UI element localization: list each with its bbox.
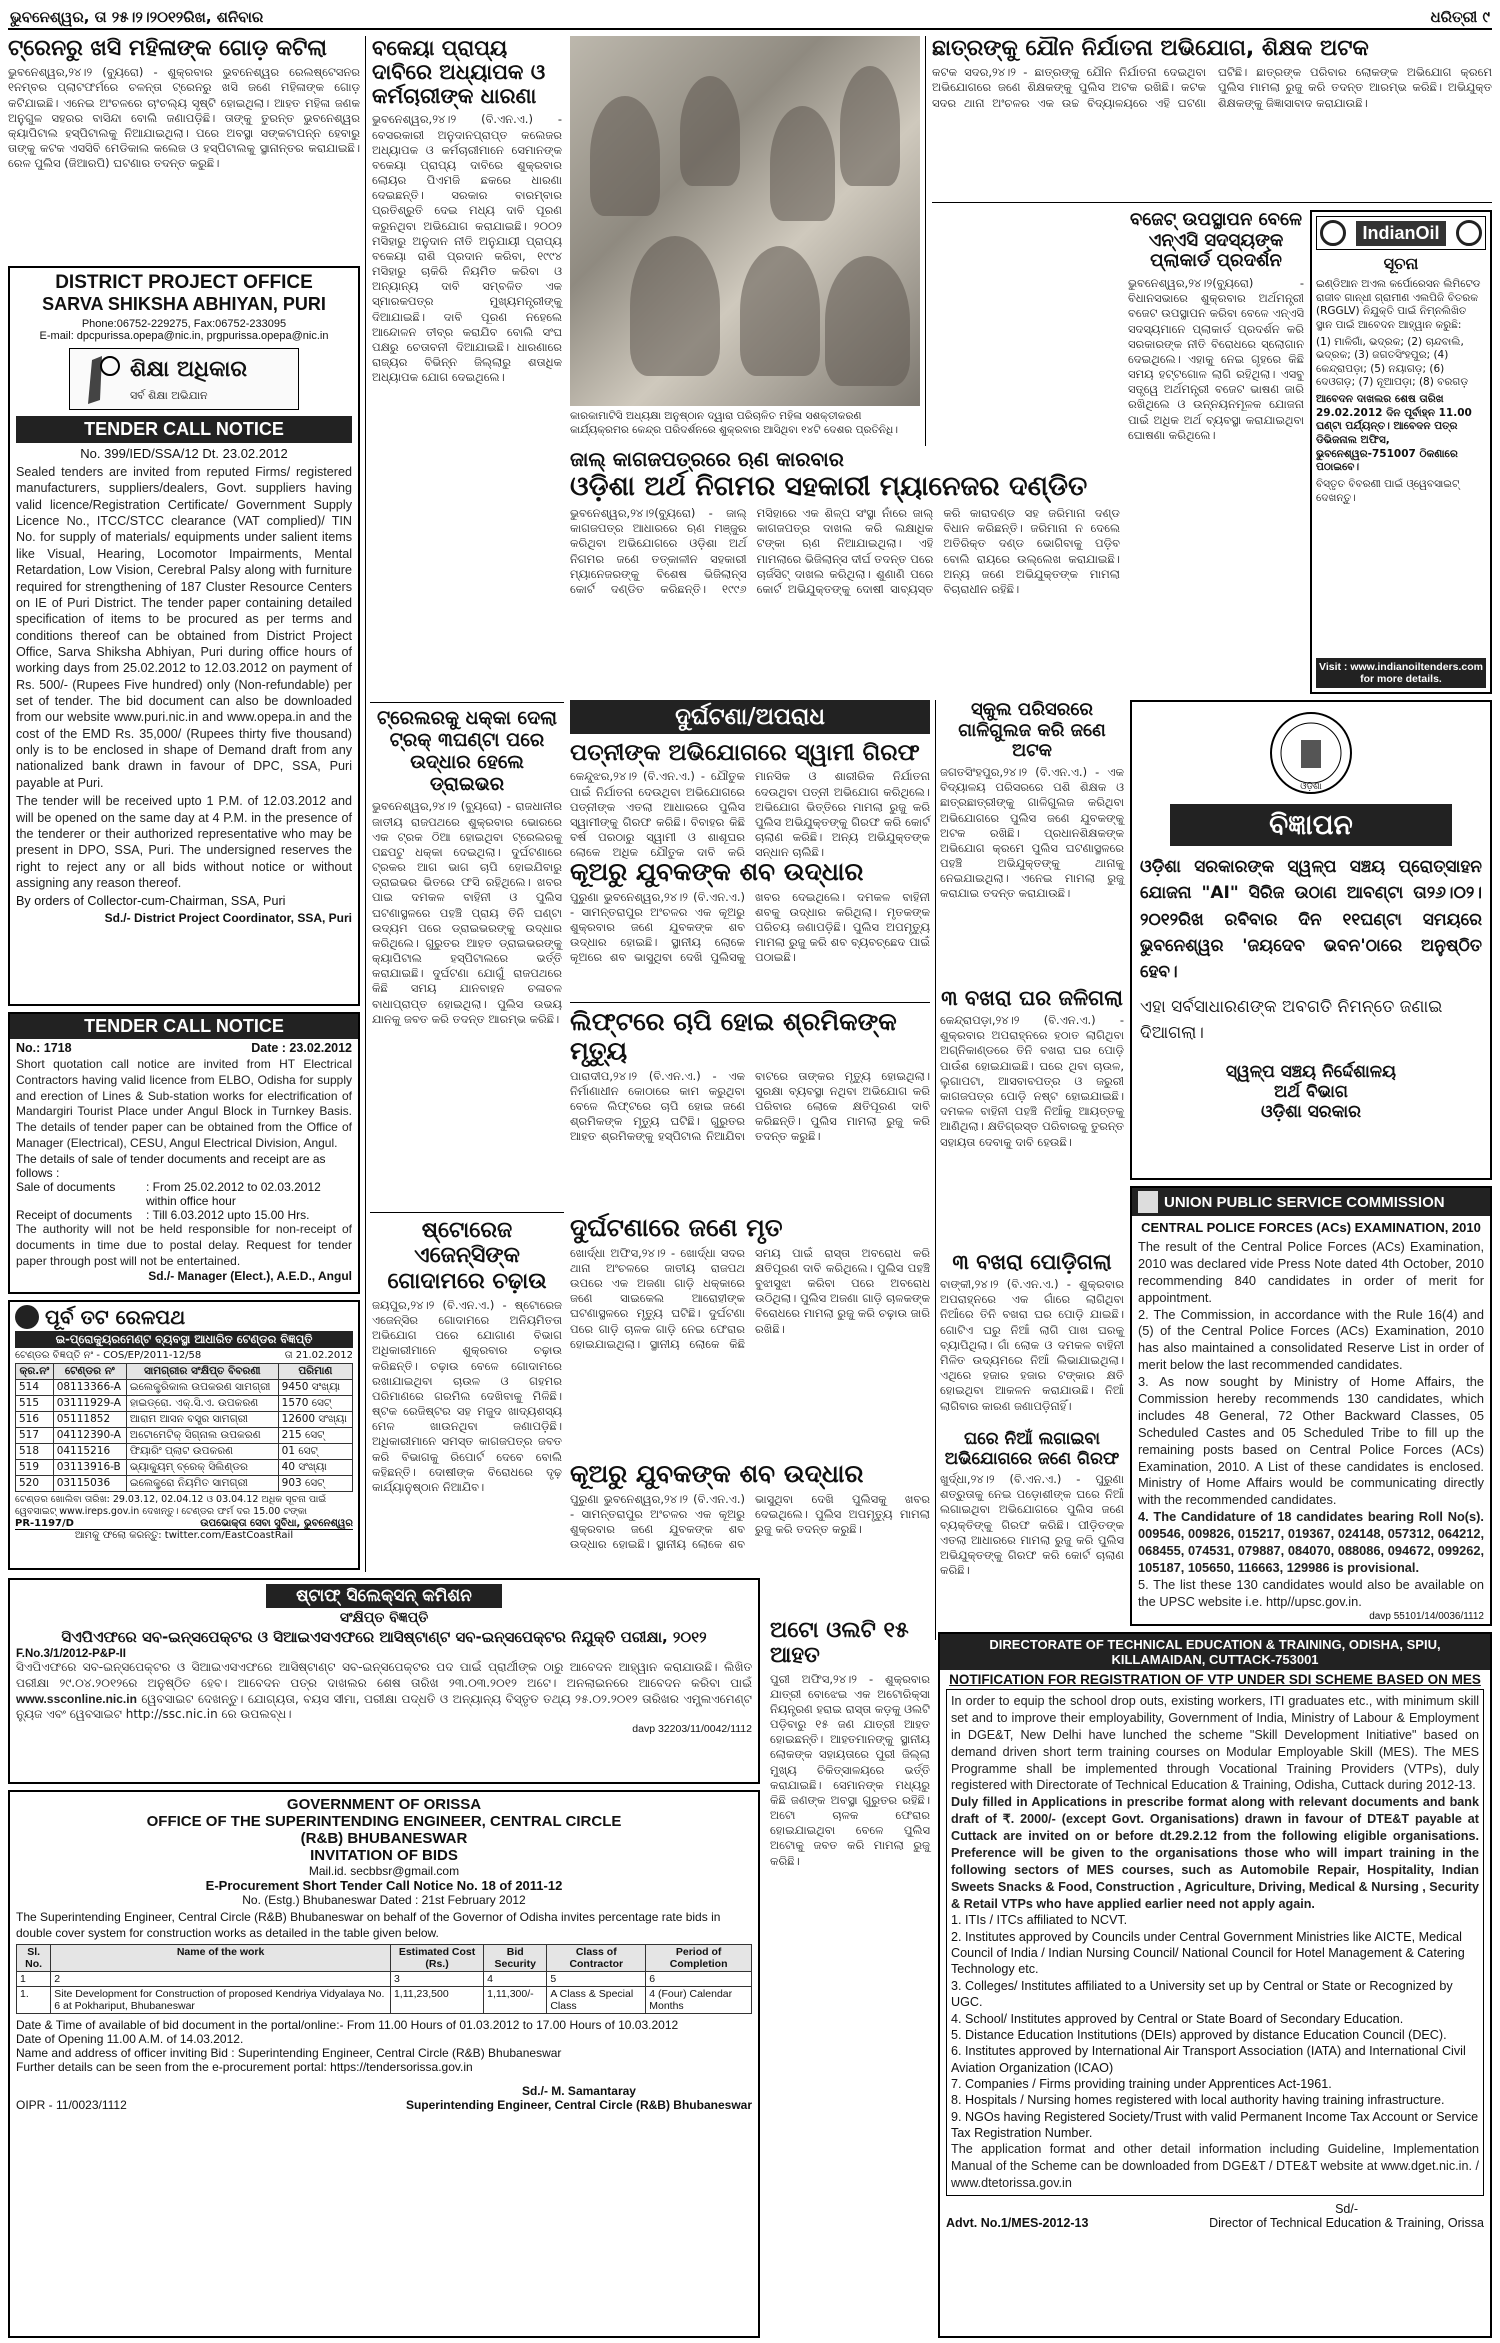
- story-body: ପୁରୁଣା ଭୁବନେଶ୍ୱର,୨୪।୨ (ବି.ଏନ.ଏ.) - ସାମନ୍ତରାପୁର ଅଂଚଳର ଏକ କୂଅରୁ ଶୁକ୍ରବାର ଜଣେ ଯୁବକଙ୍କ ଶବ ଉଦ୍ଧାର ହୋଇଛି। ସ୍ଥାନୀୟ ଲୋକେ ଶବ ଭାସୁଥିବା ଦେଖି ପୁଲିସକୁ ଖବର ଦେଇଥିଲେ। ପୁଲିସ ଅପମୃତ୍ୟୁ ମାମଲା ରୁଜୁ କରି ତଦନ୍ତ କରୁଛି।: [570, 1491, 930, 1552]
- ad-vigyapan: [1130, 700, 1492, 1180]
- table-cell: Site Development for Construction of proposed Kendriya Vidyalaya No. 6 at Pokhariput, Bhubaneswar: [51, 1987, 391, 2014]
- story-burned: [940, 1250, 1124, 1425]
- ad-title-bar: TENDER CALL NOTICE: [16, 416, 352, 443]
- sale-label: Sale of documents: [16, 1179, 116, 1194]
- story-headline: ପତ୍ନୀଙ୍କ ଅଭିଯୋଗରେ ସ୍ୱାମୀ ଗିରଫ: [570, 740, 920, 766]
- story-headline: ଓଡ଼ିଶା ଅର୍ଥ ନିଗମର ସହକାରୀ ମ୍ୟାନେଜର ଦଣ୍ଡିତ: [570, 471, 1088, 502]
- ad-body: Sealed tenders are invited from reputed Firms/ registered manufacturers, suppliers/dealers, Govt. suppliers having valid licence/Registration Certificate/ Government Supply Licence No., ITCC/STCC clearance (VAT complied)/ TIN No. for supply of materials/ equipments under salient items like Visual, Hearing, Locomotor Impairments, Mental Retardation, Low Vision, Cerebral Palsy along with furniture required for strengthening of 187 Cluster Resource Centers on IE of Puri District. The tender paper containing detailed specification of items to be procured as per terms and conditions thereof can be obtained from District Project Office, Sarva Shiksha Abhiyan, Puri during office hours of working days from 25.02.2012 to 12.03.2012 on payment of Rs. 500/- (Rupees Five hundred) only (Non-refundable) per set of tender. The bid document can also be downloaded from our website www.puri.nic.in and www.opepa.in and the cost of the EMD Rs. 35,000/ (Rupees thirty five thousand) only is to be enclosed in shape of Demand draft from any nationalized bank drawn in favour of DPC, SSA, Puri payable at Puri.: [16, 465, 352, 790]
- table-cell: 1,11,23,500: [390, 1987, 483, 2014]
- ad-signer: Sd./- M. Samantaray: [521, 2084, 636, 2099]
- story-headline: କୂଅରୁ ଯୁବକଙ୍କ ଶବ ଉଦ୍ଧାର: [570, 857, 864, 886]
- table-cell: 9450 ସଂଖ୍ୟା: [278, 1380, 352, 1396]
- ad-website-link[interactable]: www.ssconline.nic.in: [16, 1691, 137, 1706]
- list-item: 5. Distance Education Institutions (DEIs) approved by distance Education Council (DEC).: [951, 2027, 1447, 2042]
- table-cell: ଆରାମ ଆସନ ବସ୍ତ୍ର ସାମଗ୍ରୀ: [126, 1412, 278, 1428]
- ad-number-line: [16, 1041, 352, 1055]
- ad-number: No.: 1718: [16, 1041, 72, 1055]
- table-cell: 08113366-A: [53, 1380, 126, 1396]
- receipt-value: : Till 6.03.2012 upto 15.00 Hrs.: [146, 1207, 310, 1222]
- table-cell: 6: [646, 1972, 752, 1987]
- ad-more: ବିସ୍ତୃତ ବିବରଣୀ ପାଇଁ ଓ୍ୱେବସାଇଟ୍ ଦେଖନ୍ତୁ।: [1316, 477, 1460, 504]
- ad-dte: [938, 1632, 1492, 2338]
- table-cell: 2: [51, 1972, 391, 1987]
- table-row: [16, 1460, 353, 1476]
- ad-footer-right: ଉପଭୋକ୍ତା ସେବା ସୁବିଧା, ଭୁବନେଶ୍ୱର: [200, 1517, 353, 1529]
- ad-body: ଓଡ଼ିଶା ସରକାରଙ୍କ ସ୍ୱଳ୍ପ ସଞ୍ଚୟ ପ୍ରୋତ୍ସାହନ ଯୋଜନା "AI" ସିରିଜ ଉଠାଣ ଆବଣ୍ଟା ତା୨୬।୦୨।୨୦୧୨ରିଖ ରବିବାର ଦିନ ୧୧ଘଣ୍ଟା ସମୟରେ ଭୁବନେଶ୍ୱର 'ଜୟଦେବ ଭବନ'ଠାରେ ଅନୁଷ୍ଠିତ ହେବ।: [1140, 857, 1482, 983]
- story-headline: ୩ ବଖରା ଘର ଜଳିଗଲା: [941, 986, 1123, 1010]
- ad-exam: CENTRAL POLICE FORCES (ACs) EXAMINATION, 2010: [1141, 1220, 1481, 1235]
- table-row: [17, 1987, 752, 2014]
- ad-note: ଟେଣ୍ଡର ଖୋଲିବା ତାରିଖ: 29.03.12, 02.04.12 ଓ 03.04.12 ଅଧିକ ସୂଚନା ପାଇଁ ୱେବସାଇଟ୍ www.ireps.gov.in ଦେଖନ୍ତୁ। ଟେଣ୍ଡର ଫର୍ମ ଦର 15.00 ଟଙ୍କା: [15, 1494, 327, 1517]
- ad-notice: E-Procurement Short Tender Call Notice No. 18 of 2011-12: [205, 1878, 563, 1893]
- list-item: 1. ITIs / ITCs affiliated to NCVT.: [951, 1913, 1128, 1928]
- story-body: ପୁରୁଣା ଭୁବନେଶ୍ୱର,୨୪।୨ (ବି.ଏନ.ଏ.) - ସାମନ୍ତରାପୁର ଅଂଚଳର ଏକ କୂଅରୁ ଶୁକ୍ରବାର ଜଣେ ଯୁବକଙ୍କ ଶବ ଉଦ୍ଧାର ହୋଇଛି। ସ୍ଥାନୀୟ ଲୋକେ କୂଅରେ ଶବ ଭାସୁଥିବା ଦେଖି ପୁଲିସକୁ ଖବର ଦେଇଥିଲେ। ଦମକଳ ବାହିନୀ ଶବକୁ ଉଦ୍ଧାର କରିଥିଲା। ମୃତକଙ୍କ ପରିଚୟ ଜଣାପଡ଼ିଛି। ପୁଲିସ ଅପମୃତ୍ୟୁ ମାମଲା ରୁଜୁ କରି ଶବ ବ୍ୟବଚ୍ଛେଦ ପାଇଁ ପଠାଇଛି।: [570, 889, 930, 965]
- photo-figure: [840, 66, 900, 186]
- ad-signatory: [406, 2084, 752, 2112]
- story-budget: [1128, 210, 1304, 690]
- story-accident-death: [570, 1214, 930, 1454]
- table-cell: 518: [16, 1444, 54, 1460]
- table-cell: 5: [547, 1972, 646, 1987]
- table-cell: 515: [16, 1396, 54, 1412]
- table-body: [16, 1380, 353, 1492]
- ad-cesu-tender: [8, 1012, 360, 1294]
- rule: [370, 702, 564, 703]
- upsc-emblem-icon: [1138, 1191, 1158, 1213]
- story-headline: ଘରେ ନିଆଁ ଲଗାଇବା ଅଭିଯୋଗରେ ଜଣେ ଗିରଫ: [944, 1429, 1120, 1469]
- table-number-row: [17, 1972, 752, 1987]
- ssa-logo-subtext: ସର୍ବ ଶିକ୍ଷା ଅଭିଯାନ: [130, 389, 208, 402]
- ad-sign-2: ଅର୍ଥ ବିଭାଗ: [1274, 1082, 1348, 1103]
- story-houses: [940, 986, 1124, 1244]
- ad-lead: The details of sale of tender documents and receipt are as follows :: [16, 1151, 326, 1180]
- ad-body-text-2: ୱେବସାଇଟ ଦେଖନ୍ତୁ। ଯୋଗ୍ୟତା, ବୟସ ସୀମା, ପରୀକ୍ଷା ପଦ୍ଧତି ଓ ଅନ୍ୟାନ୍ୟ ବିସ୍ତୃତ ତଥ୍ୟ ୨୫.୦୨.୨୦୧୨ ତାରିଖର ଏମ୍ପ୍ଲଏମେଣ୍ଟ ନ୍ୟୁଜ ଏବଂ ୱେବସାଇଟ http://ssc.nic.in ରେ ଉପଲବ୍ଧ।: [16, 1691, 752, 1722]
- list-item: 4. School/ Institutes approved by Central or State Board of Secondary Education.: [951, 2011, 1404, 2026]
- ad-sale-row: [16, 1180, 352, 1208]
- table-header-cell: Class of Contractor: [547, 1945, 646, 1972]
- ad-intro-box: [946, 1689, 1484, 2196]
- list-item: 7. Companies / Firms providing training under Apprentices Act-1961.: [951, 2076, 1332, 2091]
- story-headline: ଅଟୋ ଓଲଟି ୧୫ ଆହତ: [770, 1618, 909, 1669]
- rule: [570, 1002, 930, 1003]
- ad-signatory: [1209, 2202, 1484, 2230]
- ad-para-5: 5. The list these 130 candidates would also be available on the UPSC website i.e. http//upsc.gov.in.: [1138, 1576, 1484, 1609]
- ad-date: Date : 23.02.2012: [251, 1041, 352, 1055]
- ad-intro: The Superintending Engineer, Central Circle (R&B) Bhubaneswar on behalf of the Governor of Odisha invites percentage rate bids in double cover system for construction works as detailed in the table given below.: [16, 1910, 721, 1940]
- photo-figure: [680, 76, 740, 186]
- story-youth-body-2: [570, 1460, 930, 1610]
- ad-footnote-1: Date & Time of available of bid document in the portal/online:- From 11.00 Hours of 01.03.2012 to 17.00 Hours of 10.03.2012: [16, 2018, 679, 2033]
- table-cell: 03113916-B: [53, 1460, 126, 1476]
- story-body: ଜୟପୁର,୨୪।୨ (ବି.ଏନ.ଏ.) - ଷ୍ଟୋରେଜ ଏଜେନ୍ସିର ଗୋଦାମରେ ଅନିୟମିତତା ଅଭିଯୋଗ ପରେ ଯୋଗାଣ ବିଭାଗ ଅଧିକାରୀମାନେ ଶୁକ୍ରବାର ଚଢ଼ାଉ କରିଛନ୍ତି। ଚଢ଼ାଉ ବେଳେ ଗୋଦାମରେ ରଖାଯାଇଥିବା ଚାଉଳ ଓ ଗହମର ପରିମାଣରେ ଗରମିଲ ଦେଖିବାକୁ ମିଳିଛି। ଷ୍ଟକ ରେଜିଷ୍ଟର ସହ ମଜୁଦ ଖାଦ୍ୟଶସ୍ୟ ମେଳ ଖାଉନଥିବା ଜଣାପଡ଼ିଛି। ଅଧିକାରୀମାନେ ସମସ୍ତ କାଗଜପତ୍ର ଜବତ କରି ବିଭାଗକୁ ରିପୋର୍ଟ ଦେବେ ବୋଲି କହିଛନ୍ତି। ଦୋଷୀଙ୍କ ବିରୋଧରେ ଦୃଢ଼ କାର୍ଯ୍ୟାନୁଷ୍ଠାନ ନିଆଯିବ।: [372, 1297, 562, 1494]
- ad-body: [16, 1660, 752, 1723]
- ad-rb-bids: [8, 1790, 760, 2338]
- ad-intro: In order to equip the school drop outs, existing workers, ITI graduates etc., with minimum skill set and to improve their employability, Government of India, Ministry of Labour & Employment in DGE&T, New Delhi have lunched the scheme "Skill Development Initiative" based on demand driven short term training courses on Modular Employable Skill (MES). The MES Programme shall be implemented through Vocational Training Providers (VTPs), duly registered with Directorate of Technical Education & Training, Odisha, Cuttack during 2012-13.: [951, 1694, 1479, 1793]
- table-row: [16, 1428, 353, 1444]
- story-body: ଖୁର୍ଦ୍ଧା,୨୪।୨ (ବି.ଏନ.ଏ.) - ପୁରୁଣା ଶତ୍ରୁତାକୁ ନେଇ ପଡ଼ୋଶୀଙ୍କ ଘରେ ନିଆଁ ଲଗାଇଥିବା ଅଭିଯୋଗରେ ପୁଲିସ ଜଣେ ବ୍ୟକ୍ତିଙ୍କୁ ଗିରଫ କରିଛି। ପୀଡ଼ିତଙ୍କ ଏତଲା ଆଧାରରେ ମାମଲା ରୁଜୁ କରି ପୁଲିସ ଅଭିଯୁକ୍ତଙ୍କୁ ଗିରଫ କରି କୋର୍ଟ ଚାଲାଣ କରିଛି।: [940, 1472, 1124, 1578]
- story-headline: ଦୁର୍ଘଟଣାରେ ଜଣେ ମୃତ: [570, 1213, 783, 1242]
- ad-ref-line: [15, 1350, 353, 1361]
- table-row: [16, 1396, 353, 1412]
- story-injured: [770, 1618, 930, 2338]
- table-row: [16, 1444, 353, 1460]
- table-cell: 04115216: [53, 1444, 126, 1460]
- ad-footer: [946, 2202, 1484, 2230]
- section-banner-crime: ଦୁର୍ଘଟଣା/ଅପରାଧ: [570, 700, 930, 734]
- ad-line-4: INVITATION OF BIDS: [310, 1847, 458, 1864]
- list-item: 9. NGOs having Registered Society/Trust with valid Permanent Income Tax Account or Service Tax Registration Number.: [951, 2109, 1479, 2141]
- story-body: ପୁରୀ ଅଫିସ,୨୪।୨ - ଶୁକ୍ରବାର ଯାତ୍ରୀ ବୋଝେଇ ଏକ ଅଟୋରିକ୍ସା ନିୟନ୍ତ୍ରଣ ହରାଇ ରାସ୍ତା କଡ଼କୁ ଓଲଟି ପଡ଼ିବାରୁ ୧୫ ଜଣ ଯାତ୍ରୀ ଆହତ ହୋଇଛନ୍ତି। ଆହତମାନଙ୍କୁ ସ୍ଥାନୀୟ ଲୋକଙ୍କ ସହାୟତାରେ ପୁରୀ ଜିଲ୍ଲା ମୁଖ୍ୟ ଚିକିତ୍ସାଳୟରେ ଭର୍ତ୍ତି କରାଯାଇଛି। ସେମାନଙ୍କ ମଧ୍ୟରୁ କିଛି ଜଣଙ୍କ ଅବସ୍ଥା ଗୁରୁତର ରହିଛି। ଅଟୋ ଚାଳକ ଫେରାର ହୋଇଯାଇଥିବା ବେଳେ ପୁଲିସ ଅଟୋକୁ ଜବତ କରି ମାମଲା ରୁଜୁ କରିଛି।: [770, 1671, 930, 1868]
- ad-brand-bar: [1316, 216, 1486, 250]
- ad-signature: Sd./- Manager (Elect.), A.E.D., Angul: [148, 1269, 352, 1284]
- table-cell: 215 ସେଟ୍: [278, 1428, 352, 1444]
- ad-upsc: [1130, 1186, 1492, 1626]
- table-cell: 1,11,300/-: [484, 1987, 547, 2014]
- story-headline: ଲିଫ୍ଟରେ ଚାପି ହୋଇ ଶ୍ରମିକଙ୍କ ମୃତ୍ୟୁ: [570, 1007, 897, 1065]
- table-row: [16, 1380, 353, 1396]
- ad-line-2: OFFICE OF THE SUPERINTENDING ENGINEER, CENTRAL CIRCLE: [146, 1813, 622, 1830]
- table-cell: 04112390-A: [53, 1428, 126, 1444]
- story-body: ବାଙ୍କୀ,୨୪।୨ (ବି.ଏନ.ଏ.) - ଶୁକ୍ରବାର ଅପରାହ୍ନରେ ଏକ ଗାଁରେ ଲାଗିଥିବା ନିଆଁରେ ତିନି ବଖରା ଘର ପୋଡ଼ି ଯାଇଛି। ଗୋଟିଏ ଘରୁ ନିଆଁ ଲାଗି ପାଖ ଘରକୁ ବ୍ୟାପିଥିଲା। ଗାଁ ଲୋକ ଓ ଦମକଳ ବାହିନୀ ମିଳିତ ଉଦ୍ୟମରେ ନିଆଁ ଲିଭାଯାଇଥିଲା। ଏଥିରେ ହଜାର ହଜାର ଟଙ୍କାର କ୍ଷତି ହୋଇଥିବା ଆକଳନ କରାଯାଉଛି। ନିଆଁ ଲାଗିବାର କାରଣ ଜଣାପଡ଼ିନାହିଁ।: [940, 1277, 1124, 1413]
- table-cell: 4 (Four) Calendar Months: [646, 1987, 752, 2014]
- photo-figure: [630, 236, 720, 376]
- ad-para-1: The result of the Central Police Forces (ACs) Examination, 2010 was declared vide Press Note dated 4th October, 2010 recommending 840 candidates in order of merit for appointment.: [1138, 1239, 1484, 1305]
- table-row: [16, 1412, 353, 1428]
- ad-intro-2: Duly filled in Applications in prescribe format along with relevant documents and bank draft of ₹. 2000/- (except Govt. Organisations) drawn in favour of DTE&T payable at Cuttack are invited on or before dt.29.2.12 from the following eligible organisations. Preference will be given to the organisations those who will impart training in the following sectors of MES courses, such as Automobile Repair, Hospitality, Indian Sweets Snacks & Food, Construction , Agriculture, Driving, Medical & Nursing , Security & Retail VTPs who have applied earlier need not apply again.: [951, 1795, 1479, 1911]
- ad-title: UNION PUBLIC SERVICE COMMISSION: [1164, 1193, 1445, 1211]
- ad-title-bar: TENDER CALL NOTICE: [10, 1014, 358, 1039]
- table-cell: 903 ସେଟ୍: [278, 1476, 352, 1492]
- odisha-emblem-icon: [1268, 710, 1354, 796]
- story-headline: ବକେୟା ପ୍ରାପ୍ୟ ଦାବିରେ ଅଧ୍ୟାପକ ଓ କର୍ମଚାରୀଙ୍କ ଧାରଣା: [372, 36, 546, 109]
- ad-ssa-tender: [8, 266, 360, 1006]
- story-godown: [372, 1218, 562, 1570]
- ad-title: ବିଜ୍ଞାପନ: [1170, 804, 1452, 846]
- ad-title: DIRECTORATE OF TECHNICAL EDUCATION & TRAINING, ODISHA, SPIU, KILLAMAIDAN, CUTTACK-753001: [940, 1634, 1490, 1670]
- column-rule: [935, 700, 936, 1640]
- photo-figure: [825, 256, 910, 386]
- table-header-cell: ସାମଗ୍ରୀର ସଂକ୍ଷିପ୍ତ ବିବରଣୀ: [126, 1364, 278, 1380]
- photo-figure: [770, 106, 835, 221]
- story-headline: ଛାତ୍ରଙ୍କୁ ଯୌନ ନିର୍ଯାତନା ଅଭିଯୋଗ, ଶିକ୍ଷକ ଅଟକ: [932, 36, 1369, 61]
- ssa-logo-text: ଶିକ୍ଷା ଅଧିକାର: [130, 357, 248, 382]
- ad-footnote-2: Date of Opening 11.00 A.M. of 14.03.2012.: [16, 2032, 244, 2047]
- ad-email: E-mail: dpcpurissa.opepa@nic.in, prgpurissa.opepa@nic.in: [39, 330, 329, 342]
- table-cell: 517: [16, 1428, 54, 1444]
- ad-line-1: GOVERNMENT OF ORISSA: [286, 1796, 482, 1813]
- story-headline: ସ୍କୁଲ ପରିସରରେ ଗାଳିଗୁଲଜ କରି ଜଣେ ଅଟକ: [958, 699, 1106, 762]
- list-item: 3. Colleges/ Institutes affiliated to a University set up by Central or State or Recognized by UGC.: [951, 1978, 1453, 2010]
- ad-sign-block: [16, 2084, 752, 2112]
- photo-caption: କାରକାମାଟିସି ଅଧ୍ୟକ୍ଷା ଅନୁଷ୍ଠାନ ଦ୍ୱାରା ପରିଚାଳିତ ମହିଳା ସଶକ୍ତୀକରଣ କାର୍ଯ୍ୟକ୍ରମର କେନ୍ଦ୍ର ପରିଦର୍ଶନରେ ଶୁକ୍ରବାର ଆସିଥିବା ୧୪ଟି ଦେଶର ପ୍ରତିନିଧି।: [570, 410, 898, 436]
- story-headline: ୩ ବଖରା ପୋଡ଼ିଗଲା: [952, 1250, 1112, 1274]
- indianoil-logo-icon: [1320, 220, 1346, 246]
- story-body: ଖୋର୍ଦ୍ଧା ଅଫିସ,୨୪।୨ - ଖୋର୍ଦ୍ଧା ସଦର ଥାନା ଅଂଚଳରେ ଜାତୀୟ ରାଜପଥ ଉପରେ ଏକ ଅଜଣା ଗାଡ଼ି ଧକ୍କାରେ ଜଣେ ସାଇକେଲ ଆରୋହୀଙ୍କ ଘଟଣାସ୍ଥଳରେ ମୃତ୍ୟୁ ଘଟିଛି। ଦୁର୍ଘଟଣା ପରେ ଗାଡ଼ି ଚାଳକ ଗାଡ଼ି ନେଇ ଫେରାର ହୋଇଯାଇଥିଲା। ସ୍ଥାନୀୟ ଲୋକେ କିଛି ସମୟ ପାଇଁ ରାସ୍ତା ଅବରୋଧ କରି କ୍ଷତିପୂରଣ ଦାବି କରିଥିଲେ। ପୁଲିସ ପହଞ୍ଚି ବୁଝାସୁଝା କରିବା ପରେ ଅବରୋଧ ଉଠିଥିଲା। ପୁଲିସ ଅଜଣା ଗାଡ଼ି ଚାଳକଙ୍କ ବିରୋଧରେ ମାମଲା ରୁଜୁ କରି ଚଢ଼ାଉ ଜାରି ରଖିଛି।: [570, 1245, 930, 1351]
- ad-visit-link[interactable]: Visit : www.indianoiltenders.com for more details.: [1316, 658, 1486, 688]
- ad-footer: [15, 1518, 353, 1529]
- table-cell: 05111852: [53, 1412, 126, 1428]
- story-body: ଭୁବନେଶ୍ୱର,୨୪।୨ (ବି.ଏନ.ଏ.) - ବେସରକାରୀ ଅନୁଦାନପ୍ରାପ୍ତ କଲେଜର ଅଧ୍ୟାପକ ଓ କର୍ମଚାରୀମାନେ ସେମାନଙ୍କ ବକେୟା ପ୍ରାପ୍ୟ ଦାବିରେ ଶୁକ୍ରବାର ଲୋୟର ପିଏମଜି ଛକରେ ଧାରଣା ଦେଇଛନ୍ତି। ସରକାର ବାରମ୍ବାର ପ୍ରତିଶ୍ରୁତି ଦେଇ ମଧ୍ୟ ଦାବି ପୂରଣ କରୁନଥିବା ଅଭିଯୋଗ କରାଯାଇଛି। ୨୦୦୨ ମସିହାରୁ ଅନୁଦାନ ନୀତି ଅନୁଯାୟୀ ପ୍ରାପ୍ୟ ବକେୟା ରାଶି ପ୍ରଦାନ କରିବା, ୧୯୯୪ ମସିହାରୁ ଚାକିରି ନିୟମିତ କରିବା ଓ ଅନ୍ୟାନ୍ୟ ଦାବି ସମ୍ବଳିତ ଏକ ସ୍ମାରକପତ୍ର ମୁଖ୍ୟମନ୍ତ୍ରୀଙ୍କୁ ଦିଆଯାଇଛି। ଦାବି ପୂରଣ ନହେଲେ ଆନ୍ଦୋଳନ ତୀବ୍ର କରାଯିବ ବୋଲି ସଂଘ ପକ୍ଷରୁ ଚେତାବନୀ ଦିଆଯାଇଛି। ଧାରଣାରେ ରାଜ୍ୟର ବିଭିନ୍ନ ଜିଲ୍ଲାରୁ ଶତାଧିକ ଅଧ୍ୟାପକ ଯୋଗ ଦେଇଥିଲେ।: [372, 112, 562, 385]
- ssa-logo: [69, 348, 299, 410]
- rule: [370, 1212, 564, 1213]
- ad-scheme-name: SARVA SHIKSHA ABHIYAN, PURI: [42, 294, 326, 314]
- table-cell: 1: [17, 1972, 51, 1987]
- ad-outro: The application format and other detail information including Guideline, Implementation Manual of the Scheme can be downloaded from DGE&T / DTE&T website at www.dget.nic.in. / www.dtetorissa.gov.in: [951, 2142, 1479, 2191]
- table-cell: 514: [16, 1380, 54, 1396]
- ad-title: ପୂର୍ବ ତଟ ରେଳପଥ: [45, 1305, 186, 1329]
- table-cell: 03111929-A: [53, 1396, 126, 1412]
- table-header-row: [16, 1364, 353, 1380]
- ad-railway-tender: [8, 1300, 360, 1570]
- table-cell: 520: [16, 1476, 54, 1492]
- ad-eligible-list: [951, 1912, 1479, 2141]
- table-header-cell: କ୍ର.ନଂ: [16, 1364, 54, 1380]
- ad-sign-3: ଓଡ଼ିଶା ସରକାର: [1260, 1102, 1362, 1123]
- table-header-row: [17, 1945, 752, 1972]
- table-cell: 1.: [17, 1987, 51, 2014]
- table-header-cell: Bid Security: [484, 1945, 547, 1972]
- story-body: କେନ୍ଦୁଝର,୨୪।୨ (ବି.ଏନ.ଏ.) - ଯୌତୁକ ପାଇଁ ନିର୍ଯାତନା ଦେଉଥିବା ଅଭିଯୋଗରେ ପତ୍ନୀଙ୍କ ଏତଲା ଆଧାରରେ ପୁଲିସ ସ୍ୱାମୀଙ୍କୁ ଗିରଫ କରିଛି। ବିବାହର କିଛି ବର୍ଷ ପରଠାରୁ ସ୍ୱାମୀ ଓ ଶାଶୂଘର ଲୋକେ ଅଧିକ ଯୌତୁକ ଦାବି କରି ମାନସିକ ଓ ଶାରୀରିକ ନିର୍ଯାତନା ଦେଉଥିବା ପତ୍ନୀ ଅଭିଯୋଗ କରିଥିଲେ। ଅଭିଯୋଗ ଭିତ୍ତିରେ ମାମଲା ରୁଜୁ କରି ପୁଲିସ ଅଭିଯୁକ୍ତଙ୍କୁ ଗିରଫ କରି କୋର୍ଟ ଚାଲାଣ କରିଛି। ଅନ୍ୟ ଅଭିଯୁକ୍ତଙ୍କ ସନ୍ଧାନ ଚାଲିଛି।: [570, 769, 930, 860]
- photo-figure: [740, 246, 820, 376]
- ad-headline: ସିଏପିଏଫରେ ସବ-ଇନ୍ସପେକ୍ଟର ଓ ସିଆଇଏସଏଫରେ ଆସିଷ୍ଟାଣ୍ଟ ସବ-ଇନ୍ସପେକ୍ଟର ନିଯୁକ୍ତି ପରୀକ୍ଷା, ୨୦୧୨: [61, 1628, 707, 1646]
- pencil-icon: [78, 352, 124, 408]
- table-header-cell: Name of the work: [51, 1945, 391, 1972]
- ad-sign: Sd/-: [1335, 2202, 1359, 2217]
- table-cell: 12600 ସଂଖ୍ୟା: [278, 1412, 352, 1428]
- table-header-cell: Sl. No.: [17, 1945, 51, 1972]
- ad-reference: No. 399/IED/SSA/12 Dt. 23.02.2012: [80, 446, 288, 461]
- story-husband: [570, 740, 930, 860]
- bid-table: [16, 1944, 752, 2014]
- ad-note: ଏହା ସର୍ବସାଧାରଣଙ୍କ ଅବଗତି ନିମନ୍ତେ ଜଣାଇ ଦିଆଗଲା।: [1140, 996, 1443, 1044]
- ad-title-text: ଷ୍ଟାଫ୍ ସିଲେକ୍ସନ୍ କମିଶନ: [266, 1584, 502, 1608]
- table-header-cell: ଟେଣ୍ଡର ନଂ: [53, 1364, 126, 1380]
- ad-para-4: 4. The Candidature of 18 candidates bearing Roll No(s). 009546, 009826, 015217, 019367, 024148, 057312, 064212, 068455, 074531, 079887, 084070, 088086, 094672, 099262, 105187, 105650, 116663, 129986 is provisional.: [1138, 1509, 1484, 1575]
- ad-title-bar: [1132, 1188, 1490, 1216]
- ad-deadline: ଆବେଦନ ଦାଖଲର ଶେଷ ତାରିଖ 29.02.2012 ଦିନ ପୂର୍ବାହ୍ନ 11.00 ଘଣ୍ଟା ପର୍ଯ୍ୟନ୍ତ। ଆବେଦନ ପତ୍ର ଡିଭିଜନାଲ ଅଫିସ, ଭୁବନେଶ୍ୱର-751007 ଠିକଣାରେ ପଠାଇବେ।: [1316, 393, 1472, 474]
- ad-signer-title: Superintending Engineer, Central Circle (R&B) Bhubaneswar: [405, 2098, 752, 2113]
- table-cell: ଇଲେକ୍ଟ୍ରୋ ନିୟମିତ ସାମଗ୍ରୀ: [126, 1476, 278, 1492]
- ad-phone: Phone:06752-229275, Fax:06752-233095: [81, 318, 287, 330]
- story-headline: ଟ୍ରେଲରକୁ ଧକ୍କା ଦେଲା ଟ୍ରକ୍ ୩ଘଣ୍ଟା ପରେ ଉଦ୍ଧାର ହେଲେ ଡ୍ରାଇଭର: [376, 707, 558, 795]
- table-cell: ଇଲେକ୍ଟ୍ରିକାଲ ଉପକରଣ ସାମଗ୍ରୀ: [126, 1380, 278, 1396]
- table-cell: ଫିୟାରିଂ ପ୍ଲାଟ ଉପକରଣ: [126, 1444, 278, 1460]
- table-cell: A Class & Special Class: [547, 1987, 646, 2014]
- story-youth-body-1: [570, 858, 930, 998]
- story-lift: [570, 1008, 930, 1208]
- ad-brand: IndianOil: [1356, 221, 1445, 246]
- indianoil-logo-icon: [1456, 220, 1482, 246]
- table-cell: 4: [484, 1972, 547, 1987]
- ad-locations: (1) ମାଳିଗାଁ, ଭଦ୍ରକ; (2) ଚାନ୍ଦବାଲି, ଭଦ୍ରକ; (3) ଜଗତସିଂହପୁର; (4) କେନ୍ଦ୍ରାପଡ଼ା; (5) ନୟାଗଡ଼; (6) ଦେଓଗଡ଼; (7) ନୂଆପଡ଼ା; (8) ବରଗଡ଼: [1316, 335, 1469, 389]
- ad-mail: Mail.id. secbbsr@gmail.com: [308, 1864, 460, 1878]
- ad-notice-number: F.No.3/1/2012-P&P-II: [16, 1648, 126, 1660]
- story-body: ଜଗତସିଂହପୁର,୨୪।୨ (ବି.ଏନ.ଏ.) - ଏକ ବିଦ୍ୟାଳୟ ପରିସରରେ ପଶି ଶିକ୍ଷକ ଓ ଛାତ୍ରଛାତ୍ରୀଙ୍କୁ ଗାଳିଗୁଲଜ କରିଥିବା ଅଭିଯୋଗରେ ପୁଲିସ ଜଣେ ଯୁବକଙ୍କୁ ଅଟକ ରଖିଛି। ପ୍ରଧାନଶିକ୍ଷକଙ୍କ ଅଭିଯୋଗ କ୍ରମେ ପୁଲିସ ଘଟଣାସ୍ଥଳରେ ପହଞ୍ଚି ଅଭିଯୁକ୍ତଙ୍କୁ ଥାନାକୁ ନେଇଯାଇଥିଲା। ଏନେଇ ମାମଲା ରୁଜୁ କରାଯାଇ ତଦନ୍ତ କରାଯାଉଛି।: [940, 765, 1124, 901]
- ad-signer: Director of Technical Education & Training, Orissa: [1209, 2216, 1484, 2231]
- table-cell: ହାଇଡ୍ରୋ. ଏକ୍.ସି.ଏ. ଉପକରଣ: [126, 1396, 278, 1412]
- ad-date: ତା 21.02.2012: [284, 1350, 353, 1361]
- ad-footer-left: PR-1197/D: [15, 1517, 74, 1529]
- page-folio: [8, 4, 1492, 30]
- story-dues: [372, 36, 562, 696]
- receipt-label: Receipt of documents: [16, 1207, 133, 1222]
- sale-value: : From 25.02.2012 to 02.03.2012 within office hour: [146, 1179, 321, 1208]
- ad-receipt-row: [16, 1208, 352, 1222]
- table-cell: 01 ସେଟ୍: [278, 1444, 352, 1460]
- ad-line-3: (R&B) BHUBANESWAR: [300, 1830, 468, 1847]
- rule: [932, 202, 1492, 203]
- ad-footnote-3: Name and address of officer inviting Bid : Superintending Engineer, Central Circle (R&B) Bhubaneswar: [16, 2046, 562, 2061]
- table-cell: 03115036: [53, 1476, 126, 1492]
- table-header-cell: ପରିମାଣ: [278, 1364, 352, 1380]
- story-fire: [940, 1430, 1124, 1622]
- story-train: [8, 36, 360, 262]
- table-cell: 40 ସଂଖ୍ୟା: [278, 1460, 352, 1476]
- story-body: କେନ୍ଦ୍ରାପଡ଼ା,୨୪।୨ (ବି.ଏନ.ଏ.) - ଶୁକ୍ରବାର ଅପରାହ୍ନରେ ହଠାତ ଲାଗିଥିବା ଅଗ୍ନିକାଣ୍ଡରେ ତିନି ବଖରା ଘର ପୋଡ଼ି ପାଉଁଶ ହୋଇଯାଇଛି। ଘରେ ଥିବା ଚାଉଳ, ଲୁଗାପଟା, ଆସବାବପତ୍ର ଓ ଜରୁରୀ କାଗଜପତ୍ର ପୋଡ଼ି ନଷ୍ଟ ହୋଇଯାଇଛି। ଦମକଳ ବାହିନୀ ପହଞ୍ଚି ନିଆଁକୁ ଆୟତ୍ତକୁ ଆଣିଥିଲା। କ୍ଷତିଗ୍ରସ୍ତ ପରିବାରକୁ ତୁରନ୍ତ ସହାୟତା ଦେବାକୁ ଦାବି ହେଉଛି।: [940, 1013, 1124, 1149]
- story-body: ଭୁବନେଶ୍ୱର,୨୪।୨ (ବ୍ୟୁରୋ) - ଶୁକ୍ରବାର ଭୁବନେଶ୍ୱର ରେଲଷ୍ଟେସନର ୧ନମ୍ବର ପ୍ଲାଟଫର୍ମରେ ଚଳନ୍ତା ଟ୍ରେନରୁ ଖସି ଜଣେ ମହିଳାଙ୍କ ଗୋଡ଼ କଟିଯାଇଛି। ଏନେଇ ଅଂଚଳରେ ଚାଂଚଲ୍ୟ ସୃଷ୍ଟି ହୋଇଥିଲା। ଆହତ ମହିଳା ଜଣକ ଅନୁଗୁଳ ସହରର ବାସିନ୍ଦା ବୋଲି ଜଣାପଡ଼ିଛି। ତାଙ୍କୁ ତୁରନ୍ତ ଭୁବନେଶ୍ୱର କ୍ୟାପିଟାଲ ହସ୍ପିଟାଲକୁ ନିଆଯାଇଥିଲା। ପରେ ଅବସ୍ଥା ସଙ୍କଟାପନ୍ନ ହେବାରୁ ତାଙ୍କୁ କଟକ ଏସସିବି ମେଡିକାଲ କଲେଜ ଓ ହସ୍ପିଟାଲକୁ ସ୍ଥାନାନ୍ତର କରାଯାଇଛି। ରେଳ ପୁଲିସ (ଜିଆରପି) ଘଟଣାର ତଦନ୍ତ କରୁଛି।: [8, 65, 360, 171]
- folio-date: ଭୁବନେଶ୍ୱର, ତା ୨୫।୨।୨୦୧୨ରିଖ, ଶନିବାର: [10, 8, 264, 26]
- ad-tail: The authority will not be held responsible for non-receipt of documents in time due to postal delay. Request for tender paper through post will not be entertained.: [16, 1221, 352, 1268]
- list-item: 2. Institutes approved by Councils under Central Government Ministries like AICTE, Medical Council of India / Indian Nursing Council/ National Council for Hotel Management & Catering Technology etc.: [951, 1929, 1465, 1977]
- ad-body-2: The tender will be received upto 1 P.M. of 12.03.2012 and will be opened on the same day at 4 P.M. in the presence of the tenderer or their authorized representative who may be present in DPO, SSA, Puri. The undersigned reserves the right to reject any or all bids without notice or without assigning any reason thereof.: [16, 794, 352, 890]
- column-rule: [365, 36, 366, 1572]
- story-body: ପାରାଦୀପ,୨୪।୨ (ବି.ଏନ.ଏ.) - ଏକ ନିର୍ମାଣାଧୀନ କୋଠାରେ କାମ କରୁଥିବା ବେଳେ ଲିଫ୍ଟରେ ଚାପି ହୋଇ ଜଣେ ଶ୍ରମିକଙ୍କ ମୃତ୍ୟୁ ଘଟିଛି। ଗୁରୁତର ଆହତ ଶ୍ରମିକଙ୍କୁ ହସ୍ପିଟାଲ ନିଆଯିବା ବାଟରେ ତାଙ୍କର ମୃତ୍ୟୁ ହୋଇଥିଲା। ସୁରକ୍ଷା ବ୍ୟବସ୍ଥା ନଥିବା ଅଭିଯୋଗ କରି ପରିବାର ଲୋକେ କ୍ଷତିପୂରଣ ଦାବି କରିଛନ୍ତି। ପୁଲିସ ମାମଲା ରୁଜୁ କରି ତଦନ୍ତ କରୁଛି।: [570, 1068, 930, 1144]
- ad-tagline: ଆମକୁ ଫଲୋ କରନ୍ତୁ: twitter.com/EastCoastRail: [15, 1529, 353, 1541]
- story-kicker: ଜାଲ୍ କାଗଜପତ୍ରରେ ଋଣ କାରବାର: [570, 447, 844, 471]
- table-cell: 1570 ସେଟ୍: [278, 1396, 352, 1412]
- table-cell: 516: [16, 1412, 54, 1428]
- ad-ref: ଟେଣ୍ଡର ବିଜ୍ଞପ୍ତି ନଂ - COS/EP/2011-12/58: [15, 1350, 202, 1361]
- story-headline: ଟ୍ରେନରୁ ଖସି ମହିଳାଙ୍କ ଗୋଡ଼ କଟିଲା: [8, 36, 327, 61]
- tender-table: [15, 1363, 353, 1492]
- ad-para-3: 3. As now sought by Ministry of Home Affairs, the Commission hereby recommends 130 candidates, which includes 48 General, 72 Other Backward Classes, 05 Scheduled Castes and 05 Scheduled Tribe to fill up the remaining posts based on Central Police Forces (ACs) Examination, 2010. A List of these candidates is enclosed. Ministry of Home Affairs would be communicating directly with the recommended candidates.: [1138, 1374, 1484, 1508]
- story-fake-docs: [570, 448, 1120, 693]
- story-body: ଭୁବନେଶ୍ୱର,୨୪।୨(ବ୍ୟୁରୋ) - ଜାଲ୍ କାଗଜପତ୍ର ଆଧାରରେ ଋଣ ମଞ୍ଜୁର କରିଥିବା ଅଭିଯୋଗରେ ଓଡ଼ିଶା ଅର୍ଥ ନିଗମର ଜଣେ ତତ୍କାଳୀନ ସହକାରୀ ମ୍ୟାନେଜରଙ୍କୁ ବିଶେଷ ଭିଜିଲାନ୍ସ କୋର୍ଟ ଦଣ୍ଡିତ କରିଛନ୍ତି। ୧୯୯୬ ମସିହାରେ ଏକ ଶିଳ୍ପ ସଂସ୍ଥା ନାଁରେ ଜାଲ୍ କାଗଜପତ୍ର ଦାଖଲ କରି ଲକ୍ଷାଧିକ ଟଙ୍କା ଋଣ ନିଆଯାଇଥିଲା। ଏହି ମାମଲାରେ ଭିଜିଲାନ୍ସ ଦୀର୍ଘ ତଦନ୍ତ ପରେ ଚାର୍ଜସିଟ୍ ଦାଖଲ କରିଥିଲା। ଶୁଣାଣି ପରେ କୋର୍ଟ ଅଭିଯୁକ୍ତଙ୍କୁ ଦୋଷୀ ସାବ୍ୟସ୍ତ କରି କାରାଦଣ୍ଡ ସହ ଜରିମାନା ଦଣ୍ଡ ବିଧାନ କରିଛନ୍ତି। ଜରିମାନା ନ ଦେଲେ ଅତିରିକ୍ତ ଦଣ୍ଡ ଭୋଗିବାକୁ ପଡ଼ିବ ବୋଲି ରାୟରେ ଉଲ୍ଲେଖ କରାଯାଇଛି। ଅନ୍ୟ ଜଣେ ଅଭିଯୁକ୍ତଙ୍କ ମାମଲା ବିଚାରାଧୀନ ରହିଛି।: [570, 506, 1120, 596]
- story-school: [940, 700, 1124, 980]
- ad-header: [15, 1305, 353, 1329]
- emblem-text: ଓଡ଼ିଶା: [1300, 782, 1322, 792]
- story-headline: ଷ୍ଟୋରେଜ ଏଜେନ୍ସିଙ୍କ ଗୋଦାମରେ ଚଢ଼ାଉ: [387, 1218, 547, 1294]
- table-row: [16, 1476, 353, 1492]
- story-body: ଭୁବନେଶ୍ୱର,୨୪।୨ (ବ୍ୟୁରୋ) - ରାଜଧାନୀର ଜାତୀୟ ରାଜପଥରେ ଶୁକ୍ରବାର ଭୋରରେ ଏକ ଟ୍ରକ ଠିଆ ହୋଇଥିବା ଟ୍ରେଲରକୁ ପଛପଟୁ ଧକ୍କା ଦେଇଥିଲା। ଦୁର୍ଘଟଣାରେ ଟ୍ରକର ଆଗ ଭାଗ ଚାପି ହୋଇଯିବାରୁ ଡ୍ରାଇଭର ଭିତରେ ଫସି ରହିଥିଲେ। ଖବର ପାଇ ଦମକଳ ବାହିନୀ ଓ ପୁଲିସ ଘଟଣାସ୍ଥଳରେ ପହଞ୍ଚି ପ୍ରାୟ ତିନି ଘଣ୍ଟା ଉଦ୍ୟମ ପରେ ଡ୍ରାଇଭରଙ୍କୁ ଉଦ୍ଧାର କରିଥିଲେ। ଗୁରୁତର ଆହତ ଡ୍ରାଇଭରଙ୍କୁ କ୍ୟାପିଟାଲ ହସ୍ପିଟାଲରେ ଭର୍ତ୍ତି କରାଯାଇଛି। ଦୁର୍ଘଟଣା ଯୋଗୁଁ ରାଜପଥରେ କିଛି ସମୟ ଯାନବାହନ ଚଳାଚଳ ବାଧାପ୍ରାପ୍ତ ହୋଇଥିଲା। ପୁଲିସ ଉଭୟ ଯାନକୁ ଜବତ କରି ତଦନ୍ତ ଆରମ୍ଭ କରିଛି।: [372, 799, 562, 1026]
- ad-ref: OIPR - 11/0023/1112: [16, 2098, 127, 2113]
- photo-figure: [590, 96, 660, 216]
- ad-subtitle: ଇ-ପ୍ରୋକ୍ୟୁରମେଣ୍ଟ ବ୍ୟବସ୍ଥା ଆଧାରିତ ଟେଣ୍ଡର ବିଜ୍ଞପ୍ତି: [15, 1331, 353, 1348]
- list-item: 8. Hospitals / Nursing homes registered with local authority having training infrastructure.: [951, 2093, 1445, 2108]
- story-body: ଭୁବନେଶ୍ୱର,୨୪।୨(ବ୍ୟୁରୋ) - ବିଧାନସଭାରେ ଶୁକ୍ରବାର ଅର୍ଥମନ୍ତ୍ରୀ ବଜେଟ ଉପସ୍ଥାପନ କରିବା ବେଳେ ଏନ୍ଏସି ସଦସ୍ୟମାନେ ପ୍ଲାକାର୍ଡ ପ୍ରଦର୍ଶନ କରି ସରକାରଙ୍କ ନୀତି ବିରୋଧରେ ସ୍ଲୋଗାନ ଦେଇଥିଲେ। ଏହାକୁ ନେଇ ଗୃହରେ କିଛି ସମୟ ହଟ୍ଟଗୋଳ ଲାଗି ରହିଥିଲା। ଏସବୁ ସତ୍ତ୍ୱେ ଅର୍ଥମନ୍ତ୍ରୀ ବଜେଟ ଭାଷଣ ଜାରି ରଖିଥିଲେ ଓ ଉନ୍ନୟନମୂଳକ ଯୋଜନା ପାଇଁ ଅଧିକ ଅର୍ଥ ବ୍ୟବସ୍ଥା କରାଯାଇଥିବା ଘୋଷଣା କରିଥିଲେ।: [1128, 276, 1304, 442]
- folio-page-number: ଧରିତ୍ରୀ ୯: [1430, 8, 1490, 26]
- ad-signature: Sd./- District Project Coordinator, SSA, Puri: [104, 911, 352, 926]
- ad-body-text: ସିଏପିଏଫରେ ସବ-ଇନ୍ସପେକ୍ଟର ଓ ସିଆଇଏସଏଫରେ ଆସିଷ୍ଟାଣ୍ଟ ସବ-ଇନ୍ସପେକ୍ଟର ପଦ ପାଇଁ ପ୍ରାର୍ଥୀଙ୍କ ଠାରୁ ଆବେଦନ ଆହ୍ୱାନ କରାଯାଉଛି। ଲିଖିତ ପରୀକ୍ଷା ୨୯.୦୪.୨୦୧୨ରେ ଅନୁଷ୍ଠିତ ହେବ। ଆବେଦନ ପତ୍ର ଦାଖଲର ଶେଷ ତାରିଖ ୨୩.୦୩.୨୦୧୨ ଅଟେ। ଅନଲାଇନରେ ଆବେଦନ କରିବା ପାଇଁ: [16, 1660, 752, 1690]
- table-header-cell: Estimated Cost (Rs.): [390, 1945, 483, 1972]
- ad-order: By orders of Collector-cum-Chairman, SSA, Puri: [16, 894, 286, 909]
- story-headline: କୂଅରୁ ଯୁବକଙ୍କ ଶବ ଉଦ୍ଧାର: [570, 1459, 864, 1488]
- table-cell: 3: [390, 1972, 483, 1987]
- story-body: କଟକ ସଦର,୨୪।୨ - ଛାତ୍ରଙ୍କୁ ଯୌନ ନିର୍ଯାତନା ଦେଇଥିବା ଅଭିଯୋଗରେ ଜଣେ ଶିକ୍ଷକଙ୍କୁ ପୁଲିସ ଅଟକ ରଖିଛି। କଟକ ସଦର ଥାନା ଅଂଚଳର ଏକ ଉଚ୍ଚ ବିଦ୍ୟାଳୟରେ ଏହି ଘଟଣା ଘଟିଛି। ଛାତ୍ରଙ୍କ ପରିବାର ଲୋକଙ୍କ ଅଭିଯୋଗ କ୍ରମେ ପୁଲିସ ମାମଲା ରୁଜୁ କରି ତଦନ୍ତ ଆରମ୍ଭ କରିଛି। ଅଭିଯୁକ୍ତ ଶିକ୍ଷକଙ୍କୁ ଜିଜ୍ଞାସାବାଦ କରାଯାଉଛି।: [932, 65, 1492, 110]
- ad-notice-sub: No. (Estg.) Bhubaneswar Dated : 21st February 2012: [242, 1893, 526, 1907]
- ad-davp: davp 32203/11/0042/1112: [632, 1723, 752, 1736]
- ad-davp: davp 55101/14/0036/1112: [1369, 1610, 1484, 1622]
- ad-indianoil: [1310, 210, 1492, 694]
- ad-advt-number: Advt. No.1/MES-2012-13: [946, 2216, 1089, 2231]
- table-cell: 519: [16, 1460, 54, 1476]
- ad-sign-1: ସ୍ୱଳ୍ପ ସଞ୍ଚୟ ନିର୍ଦ୍ଦେଶାଳୟ: [1225, 1062, 1397, 1083]
- ad-footnote-4: Further details can be seen from the e-procurement portal: https://tendersorissa.gov.in: [16, 2060, 473, 2075]
- story-headline: ବଜେଟ୍ ଉପସ୍ଥାପନ ବେଳେ ଏନ୍ଏସି ସଦସ୍ୟଙ୍କ ପ୍ଲାକାର୍ଡ ପ୍ରଦର୍ଶନ: [1130, 209, 1302, 272]
- ad-title: ସୂଚନା: [1383, 254, 1419, 273]
- story-truck: [372, 708, 562, 1208]
- table-cell: ଭ୍ୟାକ୍ୟୁମ୍ ବ୍ରେକ୍ ସିଲିଣ୍ଡର: [126, 1460, 278, 1476]
- column-rule: [925, 36, 926, 446]
- ad-intro: ଇଣ୍ଡିଆନ ଅଏଲ କର୍ପୋରେସନ ଲିମିଟେଡ ରାଜୀବ ଗାନ୍ଧୀ ଗ୍ରାମୀଣ ଏଲପିଜି ବିତରକ (RGGLV) ନିଯୁକ୍ତି ପାଇଁ ନିମ୍ନଲିଖିତ ସ୍ଥାନ ପାଇଁ ଆବେଦନ ଆହ୍ୱାନ କରୁଛି:: [1316, 278, 1481, 331]
- ad-para-2: 2. The Commission, in accordance with the Rule 16(4) and (5) of the Central Police Forces (ACs) Examination, 2010 has also maintained a consolidated Reserve List in order of merit below the last recommended candidates.: [1138, 1306, 1484, 1373]
- ad-subtitle: ସଂକ୍ଷିପ୍ତ ବିଜ୍ଞପ୍ତି: [339, 1610, 429, 1626]
- news-photo: [570, 36, 920, 406]
- railway-logo-icon: [15, 1305, 39, 1329]
- ad-office-name: DISTRICT PROJECT OFFICE: [55, 272, 313, 293]
- ad-subtitle: NOTIFICATION FOR REGISTRATION OF VTP UNDER SDI SCHEME BASED ON MES: [949, 1672, 1481, 1687]
- ad-body: Short quotation call notice are invited from HT Electrical Contractors having valid licence from ELBO, Odisha for supply and erection of Lines & Sub-station works for electrification of Mandargiri Tourist Place under Angul Block in Turnkey Basis. The details of tender paper can be obtained from the Office of Manager (Electrical), CESU, Angul Electrical Division, Angul.: [16, 1057, 352, 1151]
- table-cell: ଅଟୋମେଟିକ୍ ସିଗ୍ନାଲ ଉପକରଣ: [126, 1428, 278, 1444]
- story-teacher: [932, 36, 1492, 216]
- table-header-cell: Period of Completion: [646, 1945, 752, 1972]
- list-item: 6. Institutes approved by International Air Transport Association (IATA) and International Civil Aviation Organization (ICAO): [951, 2044, 1466, 2075]
